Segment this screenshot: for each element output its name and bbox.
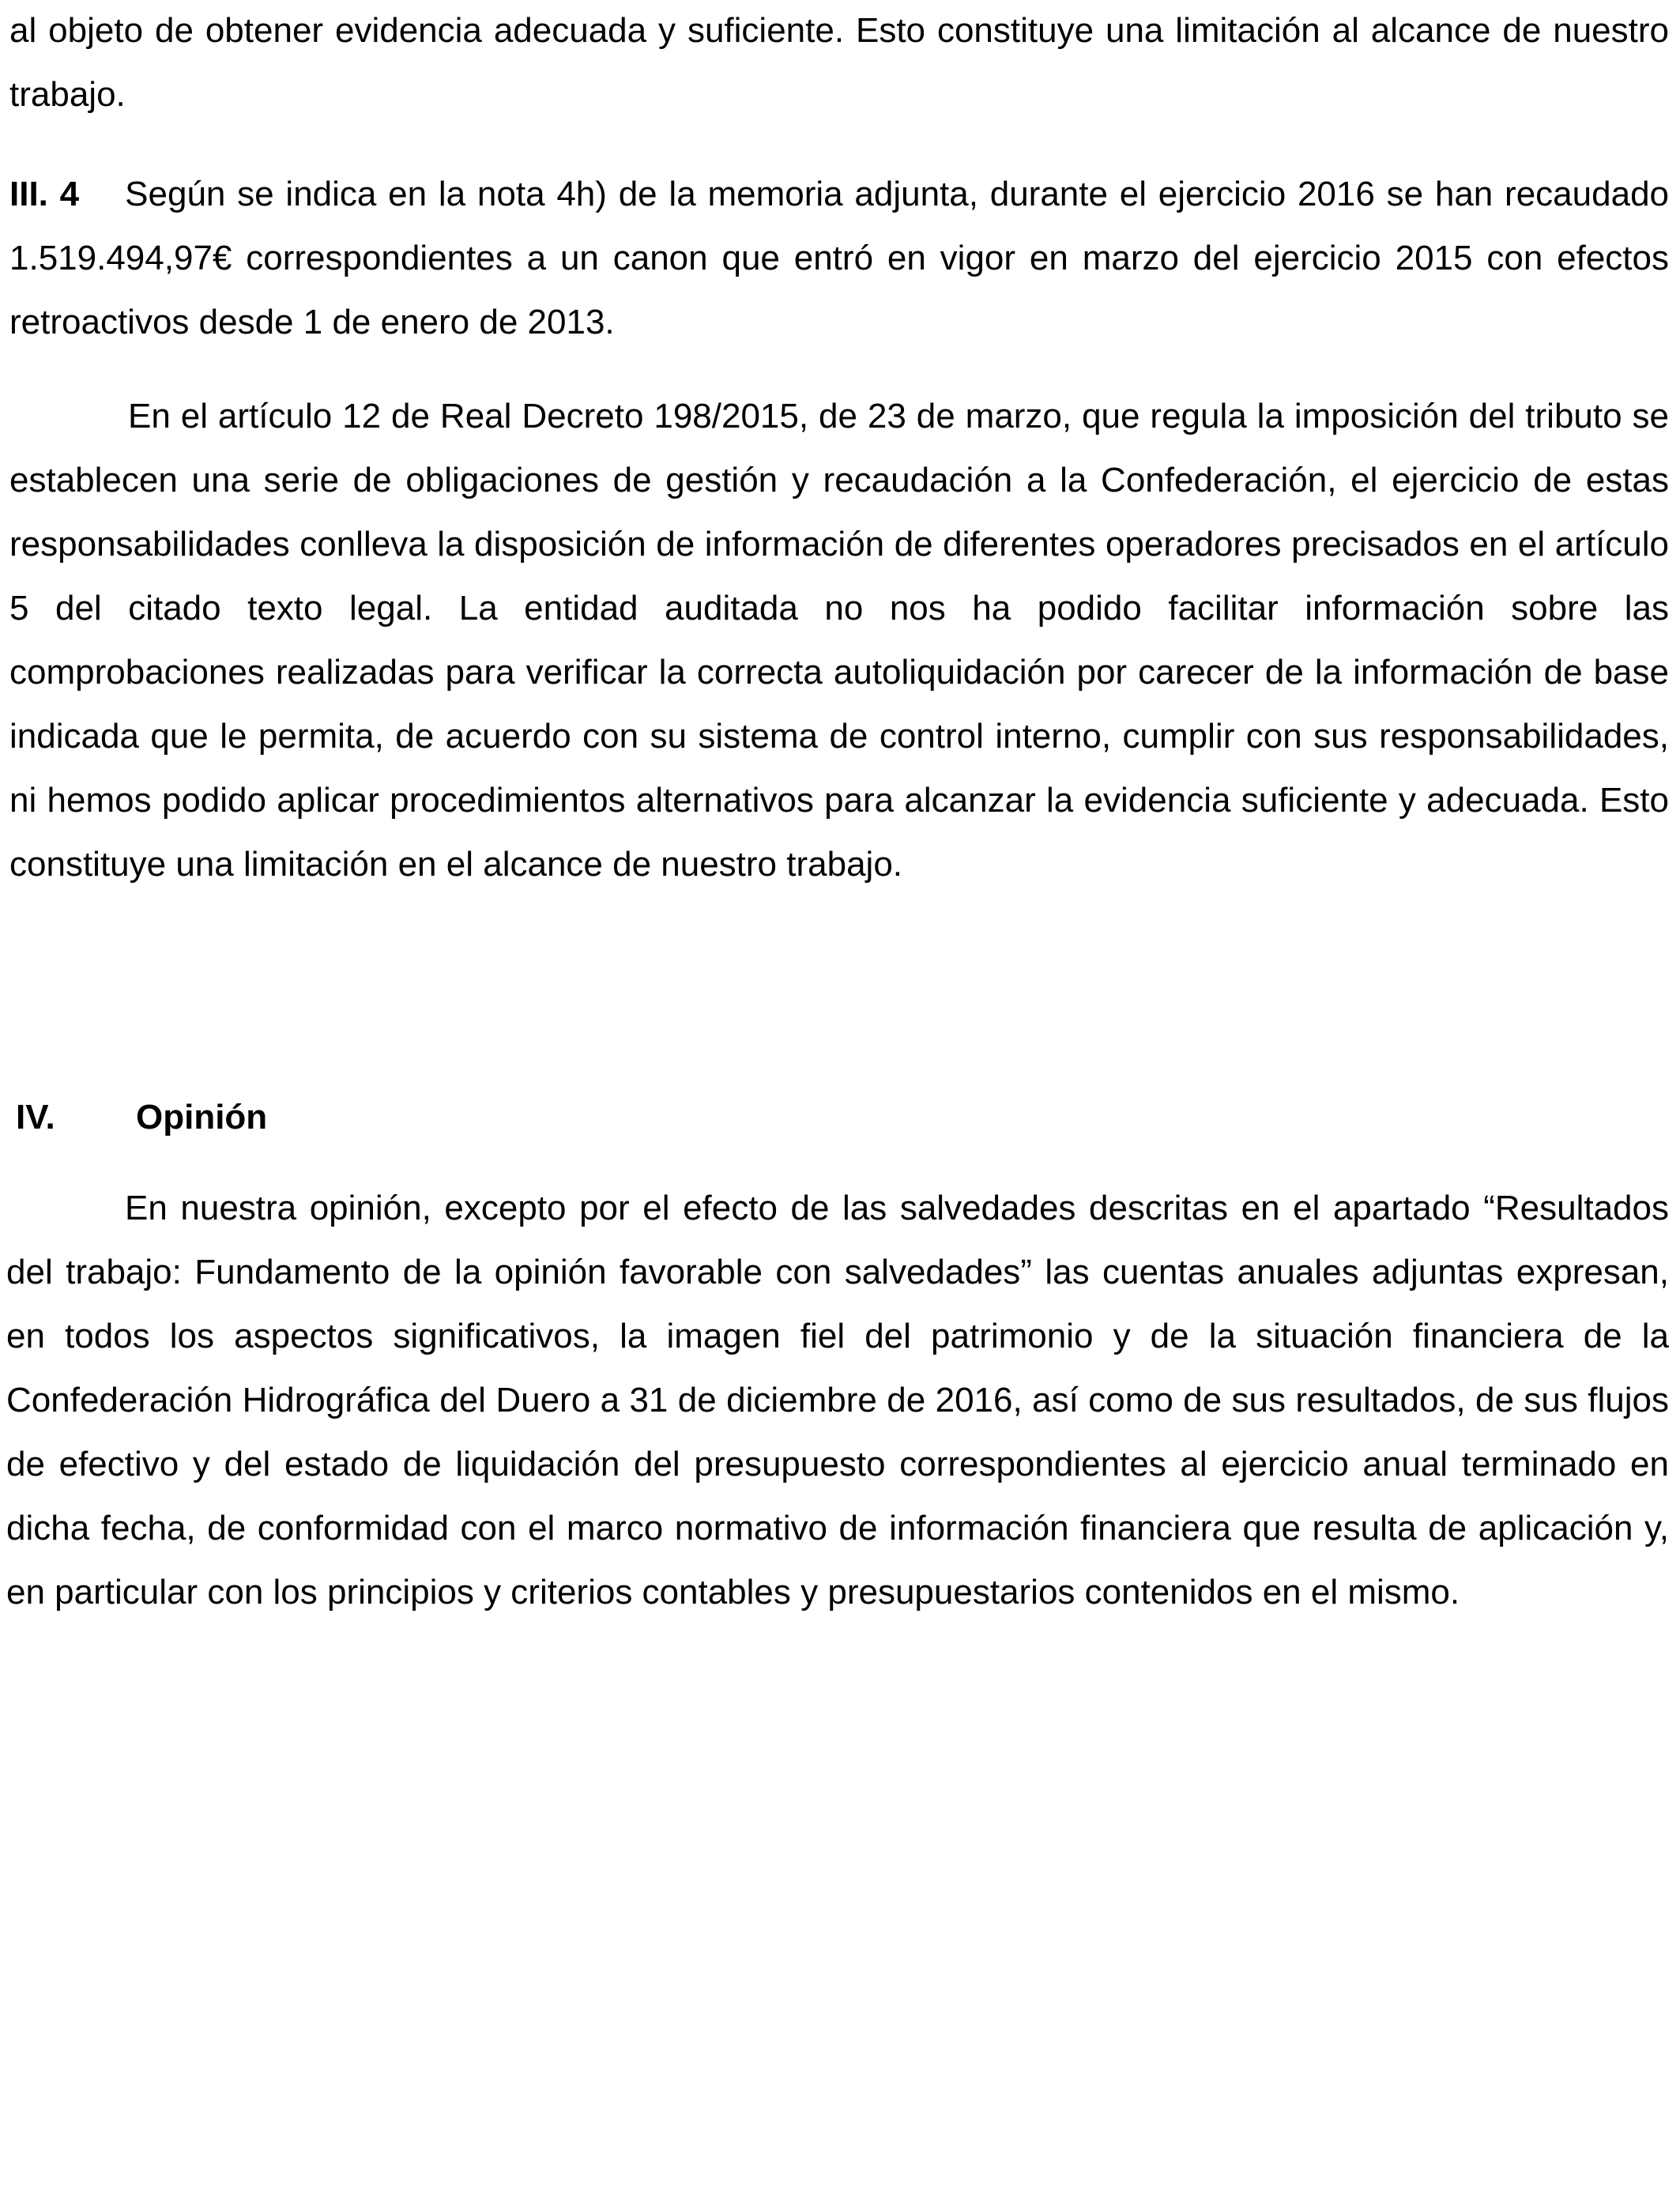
section-number-iii-4: III. 4 <box>9 175 80 213</box>
paragraph-article-12: En el artículo 12 de Real Decreto 198/2015, de 23 de marzo, que regula la imposición del tributo se establecen una serie de obligaciones de gestión y recaudación a la Confederación, el ejercicio de estas responsabilidades conlleva la disposición de información de diferentes operadores precisados en el artículo 5 del citado texto legal. La entidad auditada no nos ha podido facilitar información sobre las comprobaciones realizadas para verificar la correcta autoliquidación por carecer de la información de base indicada que le permita, de acuerdo con su sistema de control interno, cumplir con sus responsabilidades, ni hemos podido aplicar procedimientos alternativos para alcanzar la evidencia suficiente y adecuada. Esto constituye una limitación en el alcance de nuestro trabajo. <box>9 397 1669 884</box>
section-heading-iv <box>9 1094 1675 1141</box>
paragraph-iii-4 <box>9 162 1669 354</box>
paragraph-continuation: al objeto de obtener evidencia adecuada y suficiente. Esto constituye una limitación al alcance de nuestro trabajo. <box>9 11 1669 114</box>
section-number-iv: IV. <box>16 1098 55 1137</box>
section-title-opinion: Opinión <box>136 1098 268 1137</box>
paragraph-iii-4-text: Según se indica en la nota 4h) de la memoria adjunta, durante el ejercicio 2016 se han recaudado 1.519.494,97€ correspondientes a un canon que entró en vigor en marzo del ejercicio 2015 con efectos retroactivos desde 1 de enero de 2013. <box>9 175 1670 341</box>
paragraph-opinion: En nuestra opinión, excepto por el efecto de las salvedades descritas en el apartado “Resultados del trabajo: Fundamento de la opinión favorable con salvedades” las cuentas anuales adjuntas expresan, en todos los aspectos significativos, la imagen fiel del patrimonio y de la situación financiera de la Confederación Hidrográfica del Duero a 31 de diciembre de 2016, así como de sus resultados, de sus flujos de efectivo y del estado de liquidación del presupuesto correspondientes al ejercicio anual terminado en dicha fecha, de conformidad con el marco normativo de información financiera que resulta de aplicación y, en particular con los principios y criterios contables y presupuestarios contenidos en el mismo. <box>6 1189 1669 1612</box>
